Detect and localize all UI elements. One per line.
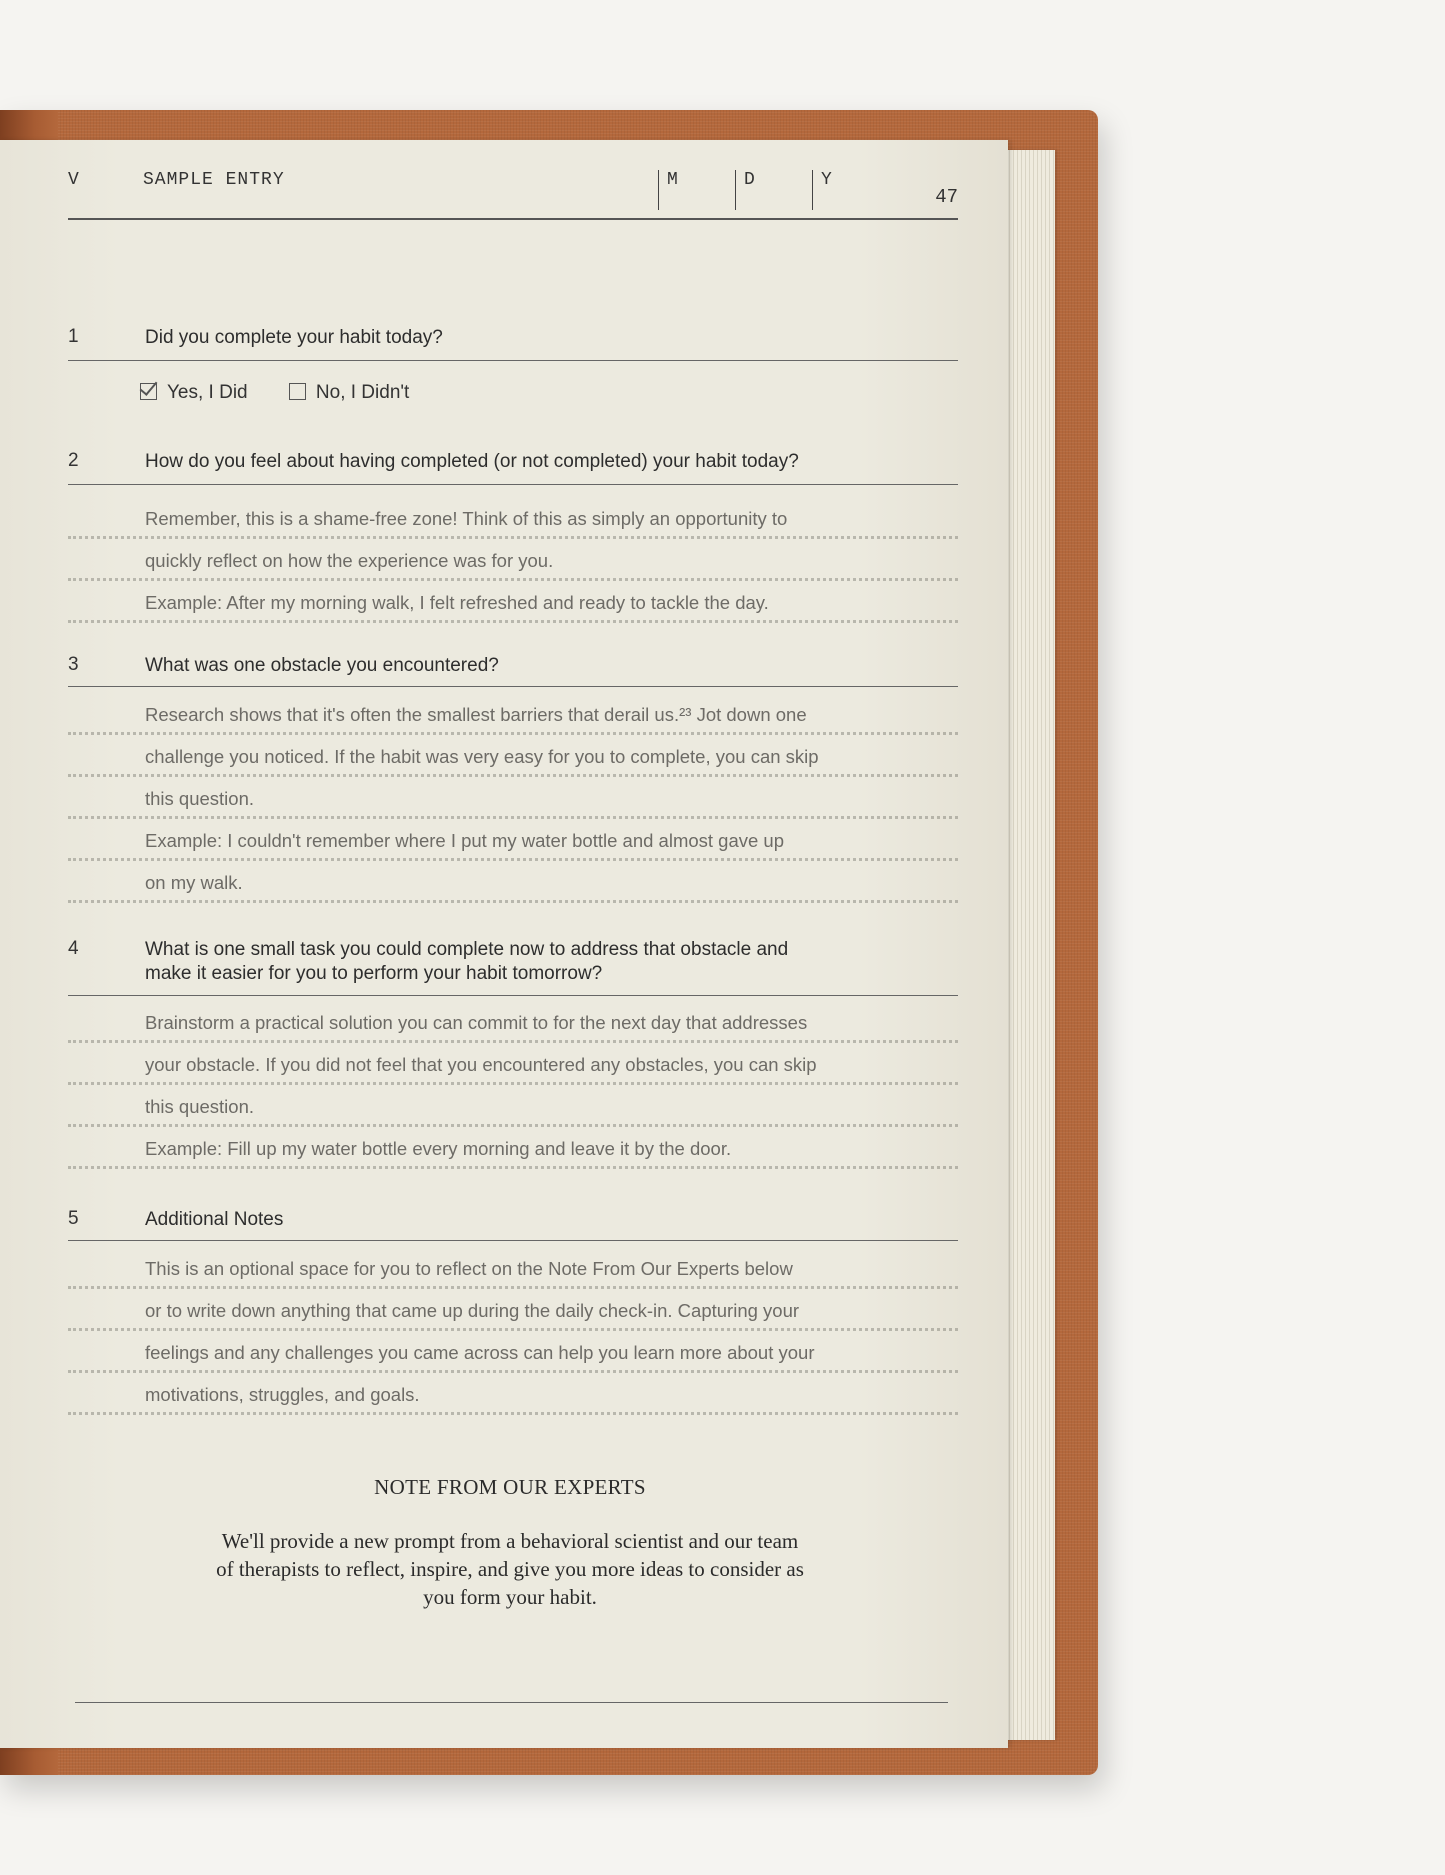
prompt-text: or to write down anything that came up during the daily check-in. Capturing your [145,1300,800,1321]
page-title: SAMPLE ENTRY [143,170,285,190]
no-option[interactable] [289,382,409,403]
answer-line[interactable] [68,782,958,819]
example-text: Example: After my morning walk, I felt refreshed and ready to tackle the day. [145,592,769,613]
answer-line[interactable] [68,824,958,861]
prompt-text: this question. [145,1096,255,1117]
question-number: 4 [68,938,79,959]
date-month[interactable]: M [658,170,678,210]
note-title: NOTE FROM OUR EXPERTS [374,1475,646,1499]
example-text: Example: I couldn't remember where I put my water bottle and almost gave up [145,830,785,851]
question-text: Additional Notes [145,1209,284,1230]
answer-line[interactable] [68,1048,958,1085]
answer-line[interactable] [68,544,958,581]
prompt-text: challenge you noticed. If the habit was very easy for you to complete, you can skip [145,746,819,767]
question-number: 1 [68,326,79,347]
answer-line[interactable] [68,1132,958,1169]
section-marker: V [68,170,79,190]
yes-label: Yes, I Did [167,382,248,403]
page-header [68,140,958,225]
checked-checkbox-icon[interactable] [140,383,157,400]
date-day[interactable]: D [735,170,755,210]
prompt-text: Research shows that it's often the smallest barriers that derail us.²³ Jot down one [145,704,807,725]
answer-line[interactable] [68,1252,958,1289]
prompt-text: Remember, this is a shame-free zone! Think of this as simply an opportunity to [145,508,788,529]
question-text-line: What is one small task you could complete now to address that obstacle and [145,939,789,960]
yes-option[interactable] [140,382,248,403]
answer-line[interactable] [68,586,958,623]
answer-line[interactable] [68,1090,958,1127]
answer-line[interactable] [68,1336,958,1373]
question-text-line: make it easier for you to perform your habit tomorrow? [145,963,603,984]
answer-line[interactable] [68,866,958,903]
question-rule [68,686,958,687]
answer-line[interactable] [68,502,958,539]
question-rule [68,1240,958,1241]
answer-line[interactable] [68,1294,958,1331]
date-year[interactable]: Y [812,170,832,210]
prompt-text: feelings and any challenges you came across can help you learn more about your [145,1342,815,1363]
page-number: 47 [935,186,958,208]
question-rule [68,995,958,996]
question-number: 3 [68,654,79,675]
no-label: No, I Didn't [315,382,410,403]
answer-line[interactable] [68,1006,958,1043]
completion-options [140,382,409,404]
prompt-text: motivations, struggles, and goals. [145,1384,420,1405]
prompt-text: your obstacle. If you did not feel that you encountered any obstacles, you can skip [145,1054,817,1075]
empty-checkbox-icon[interactable] [289,383,306,400]
question-number: 5 [68,1208,79,1229]
prompt-text: quickly reflect on how the experience was for you. [145,550,554,571]
question-text: Did you complete your habit today? [145,327,443,348]
question-rule [68,484,958,485]
journal-page [0,140,1008,1748]
prompt-text: This is an optional space for you to reflect on the Note From Our Experts below [145,1258,793,1279]
question-text: What was one obstacle you encountered? [145,655,499,676]
bottom-rule [75,1702,948,1703]
question-text [145,938,935,986]
example-text: Example: Fill up my water bottle every morning and leave it by the door. [145,1138,732,1159]
prompt-text: this question. [145,788,255,809]
header-rule [68,218,958,220]
question-rule [68,360,958,361]
answer-line[interactable] [68,740,958,777]
example-text: on my walk. [145,872,243,893]
answer-line[interactable] [68,698,958,735]
note-body: We'll provide a new prompt from a behavioral scientist and our team of therapists to reflect, inspire, and give you more ideas to consider as you form your habit. [216,1529,804,1609]
question-text: How do you feel about having completed (or not completed) your habit today? [145,451,799,472]
answer-line[interactable] [68,1378,958,1415]
question-number: 2 [68,450,79,471]
prompt-text: Brainstorm a practical solution you can commit to for the next day that addresses [145,1012,808,1033]
